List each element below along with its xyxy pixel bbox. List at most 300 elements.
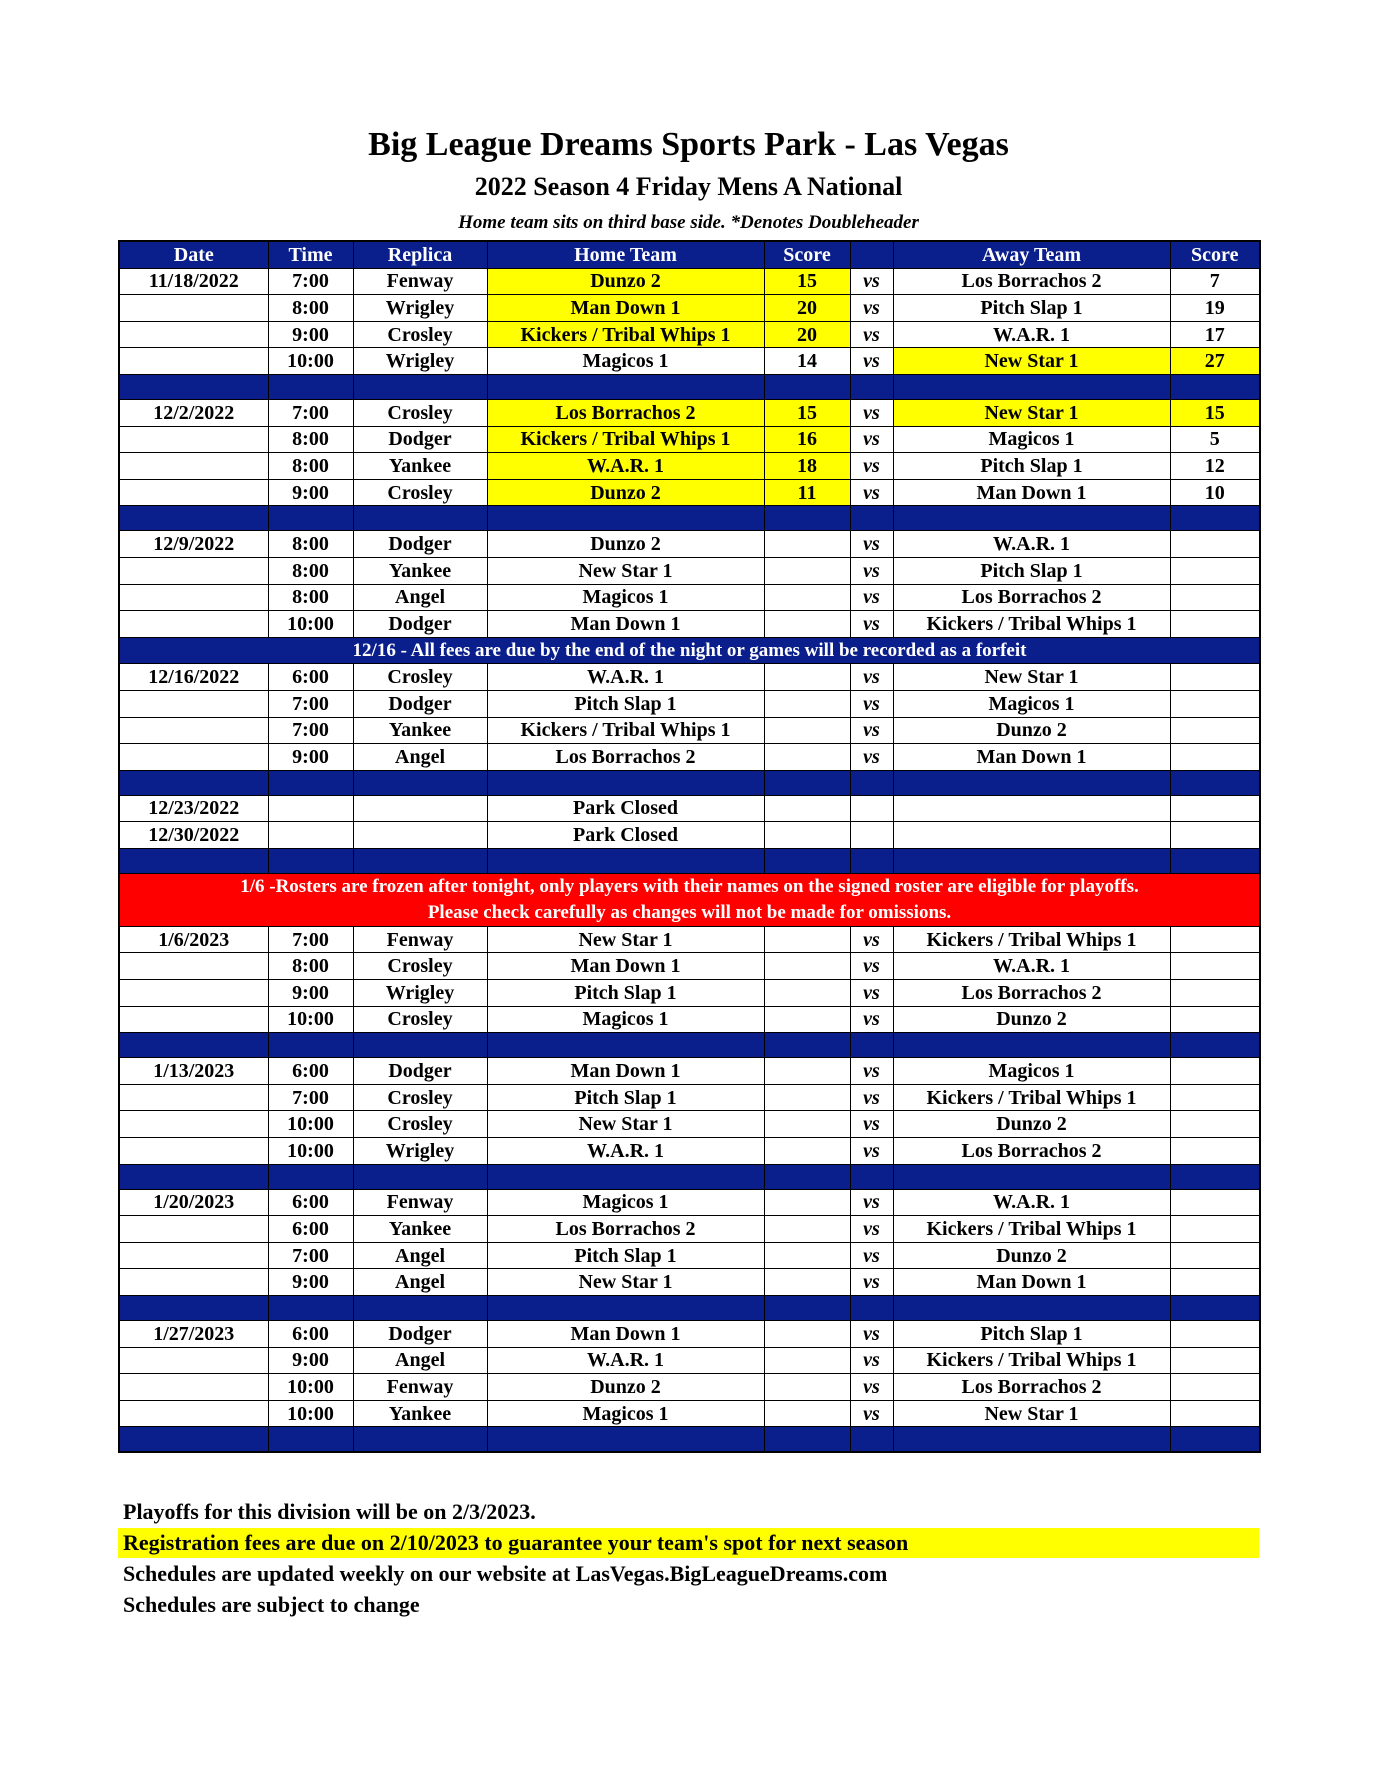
separator-cell (268, 1296, 353, 1321)
away-team: W.A.R. 1 (893, 1189, 1170, 1216)
vs-cell: vs (850, 980, 893, 1007)
closed-row (119, 822, 1260, 849)
game-field: Yankee (353, 717, 487, 744)
game-date (119, 1242, 268, 1269)
home-score (764, 1006, 850, 1033)
vs-cell: vs (850, 1111, 893, 1138)
away-score (1170, 1058, 1260, 1085)
home-team: Magicos 1 (487, 584, 764, 611)
away-team: Los Borrachos 2 (893, 584, 1170, 611)
game-date: 12/9/2022 (119, 531, 268, 558)
away-score (1170, 1084, 1260, 1111)
vs-cell: vs (850, 1006, 893, 1033)
home-score (764, 1189, 850, 1216)
game-time: 10:00 (268, 348, 353, 375)
away-team: New Star 1 (893, 348, 1170, 375)
game-row (119, 953, 1260, 980)
game-time: 10:00 (268, 1006, 353, 1033)
away-team (893, 822, 1170, 849)
game-date: 12/23/2022 (119, 795, 268, 822)
away-team: Kickers / Tribal Whips 1 (893, 1084, 1170, 1111)
vs-cell: vs (850, 1138, 893, 1165)
game-row (119, 717, 1260, 744)
away-team: W.A.R. 1 (893, 321, 1170, 348)
vs-cell: vs (850, 584, 893, 611)
away-score (1170, 926, 1260, 953)
away-team: New Star 1 (893, 399, 1170, 426)
separator-row (119, 1296, 1260, 1321)
game-date (119, 1216, 268, 1243)
away-team: Magicos 1 (893, 426, 1170, 453)
vs-cell: vs (850, 717, 893, 744)
col-away-team: Away Team (893, 241, 1170, 268)
game-row (119, 926, 1260, 953)
separator-cell (893, 770, 1170, 795)
home-score (764, 1374, 850, 1401)
home-score (764, 1242, 850, 1269)
separator-cell (268, 848, 353, 873)
home-team: W.A.R. 1 (487, 664, 764, 691)
home-team: Pitch Slap 1 (487, 1242, 764, 1269)
away-team: Kickers / Tribal Whips 1 (893, 1347, 1170, 1374)
game-time: 9:00 (268, 479, 353, 506)
separator-cell (850, 770, 893, 795)
vs-cell: vs (850, 1216, 893, 1243)
home-score: 20 (764, 295, 850, 322)
away-score: 10 (1170, 479, 1260, 506)
separator-row (119, 1427, 1260, 1453)
separator-cell (1170, 1427, 1260, 1453)
separator-cell (487, 374, 764, 399)
away-team: Los Borrachos 2 (893, 1138, 1170, 1165)
separator-cell (764, 1164, 850, 1189)
home-team: Dunzo 2 (487, 1374, 764, 1401)
separator-cell (487, 1164, 764, 1189)
away-team: Pitch Slap 1 (893, 453, 1170, 480)
separator-cell (850, 848, 893, 873)
game-field: Dodger (353, 1058, 487, 1085)
home-score: 11 (764, 479, 850, 506)
away-score (1170, 1400, 1260, 1427)
vs-cell: vs (850, 295, 893, 322)
game-row (119, 295, 1260, 322)
game-date (119, 1084, 268, 1111)
col-date: Date (119, 241, 268, 268)
home-team: Man Down 1 (487, 295, 764, 322)
game-row (119, 557, 1260, 584)
game-time (268, 822, 353, 849)
home-score (764, 690, 850, 717)
away-team: W.A.R. 1 (893, 953, 1170, 980)
home-score (764, 1400, 850, 1427)
game-field: Crosley (353, 479, 487, 506)
away-score (1170, 1006, 1260, 1033)
game-date: 12/16/2022 (119, 664, 268, 691)
away-score (1170, 690, 1260, 717)
away-team: Dunzo 2 (893, 1242, 1170, 1269)
home-score (764, 980, 850, 1007)
game-date (119, 453, 268, 480)
game-time: 7:00 (268, 717, 353, 744)
game-row (119, 1111, 1260, 1138)
home-team: Pitch Slap 1 (487, 1084, 764, 1111)
separator-cell (268, 1033, 353, 1058)
game-date (119, 479, 268, 506)
home-score (764, 744, 850, 771)
home-team: New Star 1 (487, 926, 764, 953)
separator-cell (764, 506, 850, 531)
away-team: Dunzo 2 (893, 1006, 1170, 1033)
game-time: 6:00 (268, 664, 353, 691)
game-field: Crosley (353, 953, 487, 980)
notice-banner-row (119, 637, 1260, 664)
home-team: Magicos 1 (487, 348, 764, 375)
separator-cell (893, 374, 1170, 399)
separator-cell (268, 770, 353, 795)
game-date (119, 295, 268, 322)
away-team: Los Borrachos 2 (893, 1374, 1170, 1401)
game-row (119, 1006, 1260, 1033)
home-score (764, 953, 850, 980)
away-score (1170, 557, 1260, 584)
home-team: Man Down 1 (487, 1058, 764, 1085)
vs-cell: vs (850, 479, 893, 506)
away-score: 12 (1170, 453, 1260, 480)
game-date (119, 1138, 268, 1165)
away-team: Dunzo 2 (893, 1111, 1170, 1138)
separator-cell (487, 770, 764, 795)
game-field: Dodger (353, 1321, 487, 1348)
separator-cell (119, 1427, 268, 1453)
home-team: Man Down 1 (487, 953, 764, 980)
game-time: 10:00 (268, 1374, 353, 1401)
vs-cell (850, 822, 893, 849)
vs-cell: vs (850, 426, 893, 453)
game-time: 10:00 (268, 1400, 353, 1427)
away-team: Pitch Slap 1 (893, 557, 1170, 584)
game-field: Angel (353, 1242, 487, 1269)
footer-registration: Registration fees are due on 2/10/2023 to guarantee your team's spot for next season (118, 1528, 1259, 1558)
game-time: 8:00 (268, 531, 353, 558)
separator-cell (850, 1296, 893, 1321)
game-field: Crosley (353, 664, 487, 691)
home-team: Pitch Slap 1 (487, 980, 764, 1007)
game-time: 8:00 (268, 557, 353, 584)
separator-cell (893, 1296, 1170, 1321)
separator-cell (353, 1033, 487, 1058)
away-team: Los Borrachos 2 (893, 980, 1170, 1007)
game-row (119, 399, 1260, 426)
home-team: W.A.R. 1 (487, 1347, 764, 1374)
away-score (1170, 744, 1260, 771)
game-field: Angel (353, 744, 487, 771)
game-field: Wrigley (353, 980, 487, 1007)
game-row (119, 426, 1260, 453)
away-score (1170, 1138, 1260, 1165)
game-field: Crosley (353, 321, 487, 348)
park-closed: Park Closed (487, 795, 764, 822)
game-date (119, 348, 268, 375)
home-team: Los Borrachos 2 (487, 1216, 764, 1243)
separator-cell (893, 1164, 1170, 1189)
game-field: Fenway (353, 926, 487, 953)
separator-cell (119, 1033, 268, 1058)
away-score: 27 (1170, 348, 1260, 375)
home-team: New Star 1 (487, 1269, 764, 1296)
game-time: 7:00 (268, 399, 353, 426)
game-time: 6:00 (268, 1216, 353, 1243)
separator-row (119, 848, 1260, 873)
game-date (119, 690, 268, 717)
vs-cell: vs (850, 1189, 893, 1216)
away-team: New Star 1 (893, 664, 1170, 691)
game-time: 9:00 (268, 980, 353, 1007)
away-score (1170, 717, 1260, 744)
game-row (119, 1242, 1260, 1269)
home-score (764, 557, 850, 584)
home-score (764, 531, 850, 558)
vs-cell: vs (850, 268, 893, 295)
separator-cell (1170, 1033, 1260, 1058)
game-field: Wrigley (353, 348, 487, 375)
game-time: 7:00 (268, 1084, 353, 1111)
game-time: 8:00 (268, 426, 353, 453)
separator-cell (764, 1427, 850, 1453)
game-date (119, 744, 268, 771)
away-team: W.A.R. 1 (893, 531, 1170, 558)
away-team: Kickers / Tribal Whips 1 (893, 926, 1170, 953)
game-field: Angel (353, 1269, 487, 1296)
home-score (764, 1347, 850, 1374)
game-field: Dodger (353, 611, 487, 638)
game-row (119, 744, 1260, 771)
separator-row (119, 506, 1260, 531)
game-row (119, 531, 1260, 558)
separator-row (119, 1164, 1260, 1189)
home-team: Dunzo 2 (487, 531, 764, 558)
away-score (1170, 1242, 1260, 1269)
game-field: Dodger (353, 426, 487, 453)
separator-cell (850, 506, 893, 531)
separator-cell (764, 1296, 850, 1321)
game-date (119, 953, 268, 980)
home-team: Magicos 1 (487, 1189, 764, 1216)
away-score (1170, 584, 1260, 611)
game-row (119, 980, 1260, 1007)
vs-cell: vs (850, 531, 893, 558)
separator-cell (1170, 506, 1260, 531)
game-field: Crosley (353, 399, 487, 426)
away-score (1170, 1189, 1260, 1216)
separator-cell (850, 374, 893, 399)
separator-cell (1170, 848, 1260, 873)
game-date (119, 717, 268, 744)
vs-cell: vs (850, 453, 893, 480)
roster-alert (119, 873, 1260, 926)
away-team (893, 795, 1170, 822)
separator-cell (1170, 1296, 1260, 1321)
closed-row (119, 795, 1260, 822)
game-row (119, 1084, 1260, 1111)
vs-cell: vs (850, 1058, 893, 1085)
game-row (119, 1058, 1260, 1085)
separator-cell (487, 1296, 764, 1321)
separator-cell (893, 506, 1170, 531)
separator-cell (268, 506, 353, 531)
game-row (119, 268, 1260, 295)
home-score: 14 (764, 348, 850, 375)
away-team: Man Down 1 (893, 744, 1170, 771)
separator-cell (764, 374, 850, 399)
away-team: Man Down 1 (893, 479, 1170, 506)
game-time: 9:00 (268, 1269, 353, 1296)
vs-cell: vs (850, 348, 893, 375)
game-time: 6:00 (268, 1321, 353, 1348)
away-score (1170, 1374, 1260, 1401)
game-time: 6:00 (268, 1058, 353, 1085)
away-team: Pitch Slap 1 (893, 1321, 1170, 1348)
vs-cell: vs (850, 557, 893, 584)
home-score (764, 664, 850, 691)
away-score (1170, 953, 1260, 980)
separator-cell (119, 374, 268, 399)
col-time: Time (268, 241, 353, 268)
away-score: 15 (1170, 399, 1260, 426)
game-time: 8:00 (268, 295, 353, 322)
col-home-score: Score (764, 241, 850, 268)
home-score: 15 (764, 268, 850, 295)
home-team: New Star 1 (487, 1111, 764, 1138)
game-row (119, 1189, 1260, 1216)
game-date (119, 1347, 268, 1374)
separator-cell (353, 1296, 487, 1321)
home-score (764, 717, 850, 744)
separator-cell (850, 1427, 893, 1453)
home-team: Pitch Slap 1 (487, 690, 764, 717)
separator-cell (353, 506, 487, 531)
away-score (1170, 1111, 1260, 1138)
game-date (119, 980, 268, 1007)
away-team: Magicos 1 (893, 690, 1170, 717)
game-field (353, 795, 487, 822)
separator-cell (119, 1164, 268, 1189)
home-team: Kickers / Tribal Whips 1 (487, 717, 764, 744)
game-date: 11/18/2022 (119, 268, 268, 295)
separator-cell (268, 1427, 353, 1453)
away-team: Kickers / Tribal Whips 1 (893, 611, 1170, 638)
separator-cell (764, 770, 850, 795)
vs-cell: vs (850, 1321, 893, 1348)
home-score: 18 (764, 453, 850, 480)
game-time: 9:00 (268, 744, 353, 771)
game-field: Yankee (353, 1216, 487, 1243)
away-score (1170, 822, 1260, 849)
game-field: Fenway (353, 268, 487, 295)
separator-cell (353, 770, 487, 795)
game-field: Crosley (353, 1006, 487, 1033)
vs-cell: vs (850, 1269, 893, 1296)
away-team: Los Borrachos 2 (893, 268, 1170, 295)
home-team: Dunzo 2 (487, 268, 764, 295)
game-time: 9:00 (268, 1347, 353, 1374)
schedule-table (118, 240, 1261, 1453)
game-field: Dodger (353, 531, 487, 558)
game-row (119, 1374, 1260, 1401)
game-row (119, 584, 1260, 611)
col-home-team: Home Team (487, 241, 764, 268)
footer-change: Schedules are subject to change (123, 1592, 420, 1617)
game-field: Angel (353, 1347, 487, 1374)
home-score (764, 1111, 850, 1138)
game-date: 1/20/2023 (119, 1189, 268, 1216)
home-score (764, 822, 850, 849)
roster-alert-row (119, 873, 1260, 926)
vs-cell: vs (850, 690, 893, 717)
game-field: Yankee (353, 1400, 487, 1427)
separator-cell (1170, 374, 1260, 399)
game-row (119, 1321, 1260, 1348)
game-row (119, 611, 1260, 638)
home-team: Magicos 1 (487, 1400, 764, 1427)
separator-cell (353, 1164, 487, 1189)
game-row (119, 1138, 1260, 1165)
game-row (119, 348, 1260, 375)
home-score (764, 584, 850, 611)
separator-cell (1170, 1164, 1260, 1189)
home-score (764, 1321, 850, 1348)
game-time: 7:00 (268, 690, 353, 717)
game-row (119, 1216, 1260, 1243)
page-subtitle: 2022 Season 4 Friday Mens A National (474, 172, 903, 201)
park-closed: Park Closed (487, 822, 764, 849)
separator-cell (487, 848, 764, 873)
game-field: Yankee (353, 453, 487, 480)
fees-notice: 12/16 - All fees are due by the end of the night or games will be recorded as a forfeit (119, 637, 1260, 664)
away-score (1170, 531, 1260, 558)
game-time: 6:00 (268, 1189, 353, 1216)
game-row (119, 453, 1260, 480)
col-vs (850, 241, 893, 268)
vs-cell: vs (850, 744, 893, 771)
separator-cell (268, 1164, 353, 1189)
game-time: 8:00 (268, 584, 353, 611)
game-row (119, 664, 1260, 691)
game-row (119, 1400, 1260, 1427)
game-date: 12/30/2022 (119, 822, 268, 849)
separator-cell (487, 506, 764, 531)
home-team: Dunzo 2 (487, 479, 764, 506)
game-time: 8:00 (268, 953, 353, 980)
game-row (119, 690, 1260, 717)
away-score: 5 (1170, 426, 1260, 453)
separator-cell (353, 848, 487, 873)
game-time: 8:00 (268, 453, 353, 480)
separator-cell (487, 1033, 764, 1058)
home-score (764, 1058, 850, 1085)
vs-cell: vs (850, 321, 893, 348)
game-time: 10:00 (268, 1111, 353, 1138)
game-field: Crosley (353, 1084, 487, 1111)
vs-cell: vs (850, 926, 893, 953)
vs-cell: vs (850, 953, 893, 980)
col-replica: Replica (353, 241, 487, 268)
game-date: 1/6/2023 (119, 926, 268, 953)
separator-cell (268, 374, 353, 399)
home-team: W.A.R. 1 (487, 453, 764, 480)
vs-cell: vs (850, 1084, 893, 1111)
vs-cell: vs (850, 1242, 893, 1269)
vs-cell: vs (850, 611, 893, 638)
